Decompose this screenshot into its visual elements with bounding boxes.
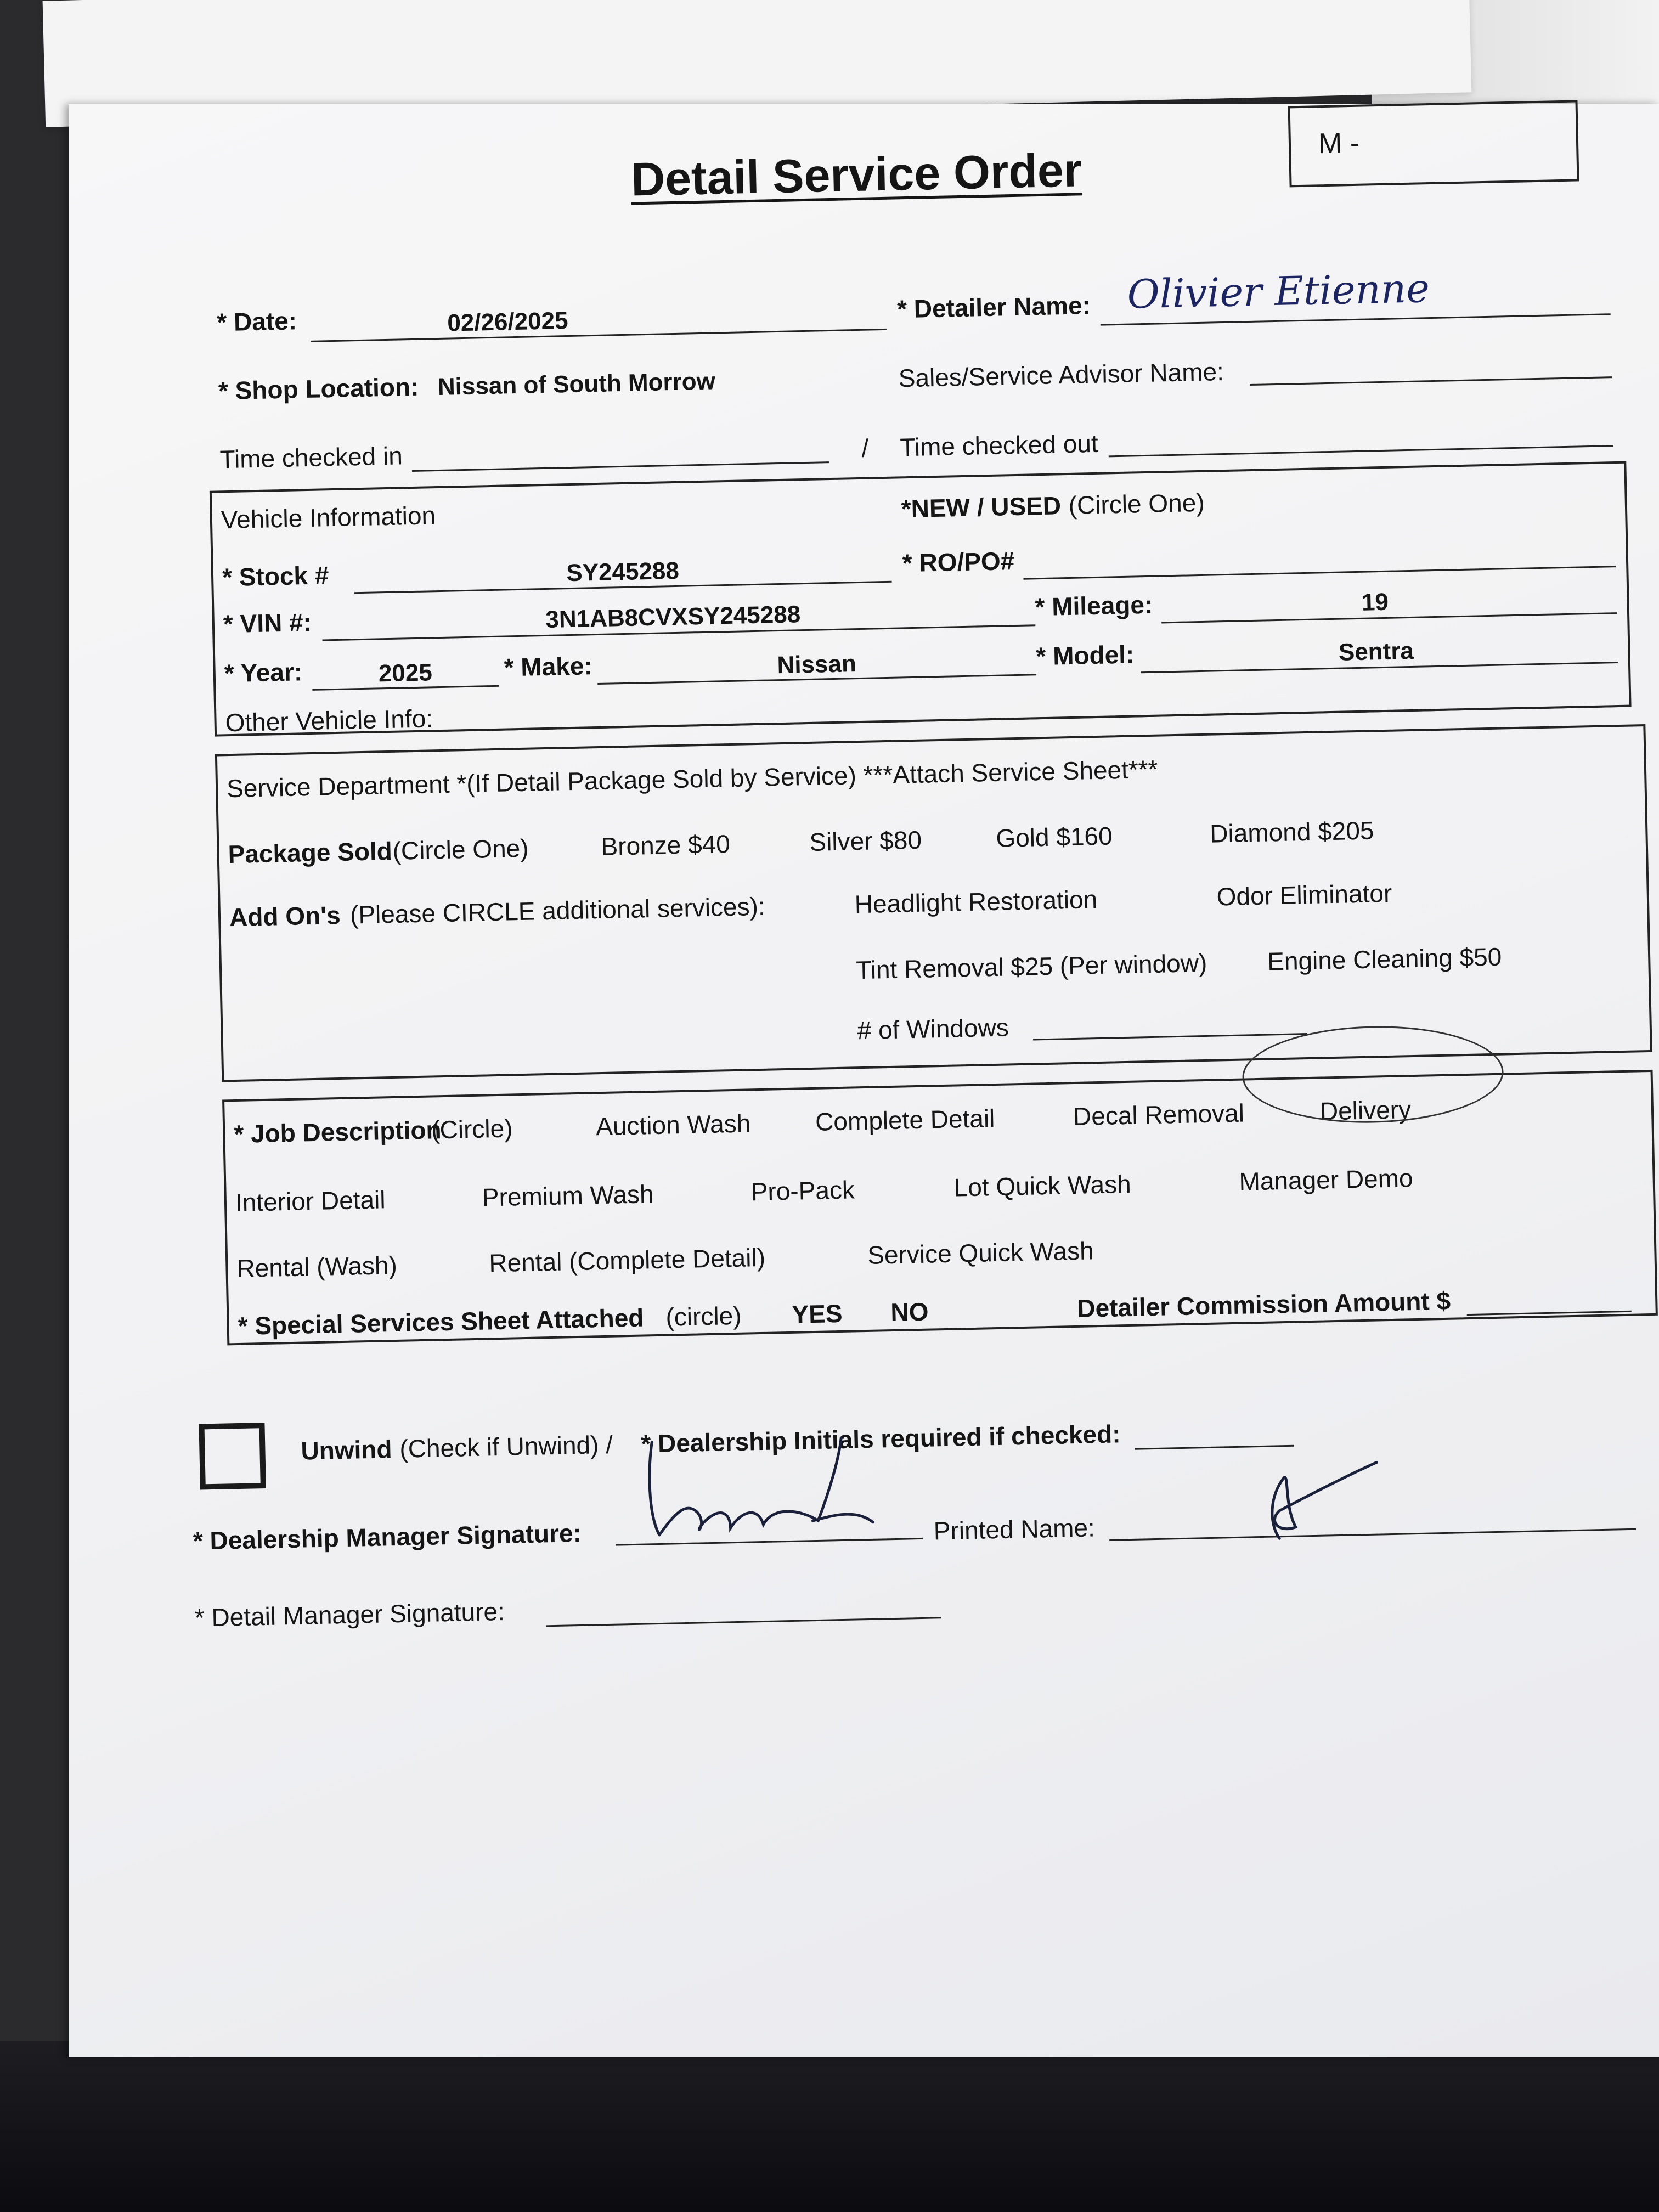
package-sold-hint: (Circle One) <box>392 833 529 865</box>
mileage-label: * Mileage: <box>1035 590 1153 622</box>
job-decal-removal: Decal Removal <box>1073 1098 1245 1131</box>
year-value: 2025 <box>378 659 433 687</box>
addons-label: Add On's <box>229 900 341 932</box>
ro-po-label: * RO/PO# <box>902 546 1015 578</box>
m-number-label: M - <box>1318 127 1360 160</box>
job-lot-quick-wash: Lot Quick Wash <box>953 1169 1132 1202</box>
new-used-label: *NEW / USED <box>901 491 1062 523</box>
printed-name-label: Printed Name: <box>933 1513 1096 1545</box>
unwind-label: Unwind <box>300 1435 393 1465</box>
advisor-line <box>1250 376 1612 386</box>
addon-headlight: Headlight Restoration <box>854 885 1098 919</box>
vehicle-section-label: Vehicle Information <box>221 501 436 534</box>
time-slash: / <box>861 433 869 462</box>
job-pro-pack: Pro-Pack <box>751 1175 855 1206</box>
dealership-signature-label: * Dealership Manager Signature: <box>193 1518 582 1555</box>
date-label: * Date: <box>216 306 297 337</box>
other-vehicle-label: Other Vehicle Info: <box>225 704 433 737</box>
addons-hint: (Please CIRCLE additional services): <box>349 891 766 929</box>
advisor-label: Sales/Service Advisor Name: <box>898 357 1224 393</box>
detail-manager-signature-label: * Detail Manager Signature: <box>194 1596 505 1632</box>
special-services-hint: (circle) <box>665 1301 742 1331</box>
dealership-signature <box>635 1426 895 1547</box>
initials-line <box>1135 1445 1294 1450</box>
stock-label: * Stock # <box>222 561 329 592</box>
job-description-label: * Job Description <box>233 1115 442 1149</box>
stock-value: SY245288 <box>566 557 680 587</box>
vin-value: 3N1AB8CVXSY245288 <box>545 601 801 633</box>
special-yes: YES <box>791 1299 843 1329</box>
make-label: * Make: <box>504 651 593 682</box>
windows-label: # of Windows <box>857 1013 1009 1045</box>
page-title: Detail Service Order <box>630 144 1083 206</box>
m-number-box <box>1288 100 1579 187</box>
addon-engine: Engine Cleaning $50 <box>1267 942 1502 976</box>
commission-label: Detailer Commission Amount $ <box>1076 1286 1451 1323</box>
special-no: NO <box>890 1297 929 1327</box>
job-manager-demo: Manager Demo <box>1239 1164 1414 1196</box>
job-premium-wash: Premium Wash <box>482 1180 654 1212</box>
printed-name-initials <box>1245 1454 1390 1550</box>
package-diamond: Diamond $205 <box>1209 816 1374 848</box>
unwind-checkbox[interactable] <box>199 1423 266 1489</box>
new-used-hint: (Circle One) <box>1068 488 1205 520</box>
mileage-value: 19 <box>1361 588 1389 616</box>
package-bronze: Bronze $40 <box>600 830 731 861</box>
form-body <box>48 88 1659 2074</box>
addon-tint: Tint Removal $25 (Per window) <box>855 948 1207 985</box>
detailer-name-value: Olivier Etienne <box>1126 265 1430 318</box>
model-label: * Model: <box>1035 640 1135 671</box>
detail-manager-signature-line <box>546 1617 941 1627</box>
date-value: 02/26/2025 <box>447 307 569 337</box>
initials-label: * Dealership Initials required if checked: <box>640 1419 1121 1458</box>
year-label: * Year: <box>224 657 303 688</box>
job-rental-complete: Rental (Complete Detail) <box>488 1243 766 1278</box>
special-services-label: * Special Services Sheet Attached <box>238 1303 644 1340</box>
package-silver: Silver $80 <box>809 825 922 856</box>
shop-location-value: Nissan of South Morrow <box>437 368 716 400</box>
time-out-label: Time checked out <box>899 428 1099 462</box>
job-delivery: Delivery <box>1319 1095 1412 1126</box>
job-description-hint: (Circle) <box>431 1114 513 1144</box>
job-auction-wash: Auction Wash <box>595 1109 751 1141</box>
service-header: Service Department *(If Detail Package Sold by Service) ***Attach Service Sheet*** <box>226 754 1159 803</box>
make-value: Nissan <box>777 650 857 679</box>
vin-label: * VIN #: <box>223 607 312 639</box>
service-order-sheet <box>69 104 1659 2057</box>
job-service-quick-wash: Service Quick Wash <box>867 1236 1094 1269</box>
detailer-name-label: * Detailer Name: <box>896 291 1091 324</box>
unwind-hint: (Check if Unwind) / <box>399 1430 613 1463</box>
shop-location-label: * Shop Location: <box>218 372 419 405</box>
package-sold-label: Package Sold <box>228 836 393 869</box>
package-gold: Gold $160 <box>995 821 1113 853</box>
model-value: Sentra <box>1338 637 1414 666</box>
job-rental-wash: Rental (Wash) <box>236 1250 398 1283</box>
addon-odor: Odor Eliminator <box>1216 878 1392 911</box>
job-complete-detail: Complete Detail <box>815 1104 995 1136</box>
time-in-label: Time checked in <box>219 441 403 474</box>
time-in-line <box>412 461 829 472</box>
time-out-line <box>1109 445 1613 457</box>
job-interior-detail: Interior Detail <box>235 1185 386 1217</box>
